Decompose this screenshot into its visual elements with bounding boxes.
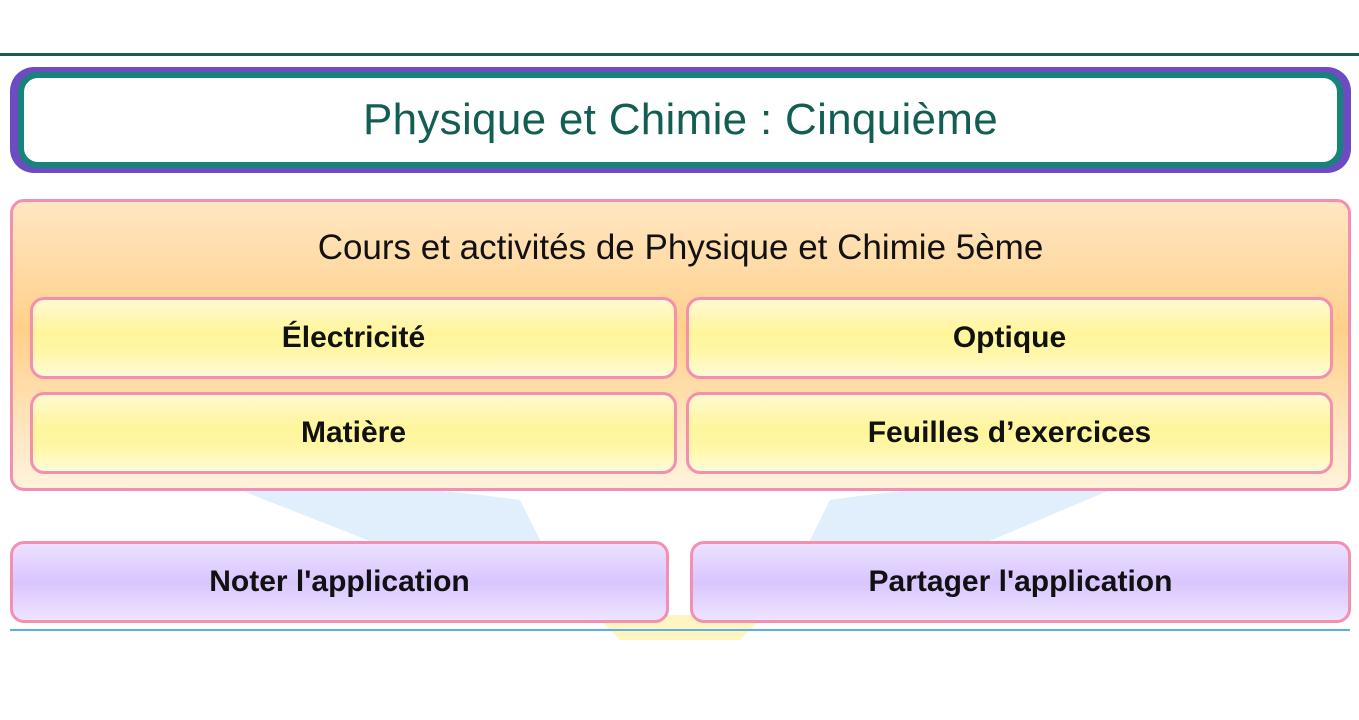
topic-button-matiere[interactable] [30,392,677,474]
top-divider [0,53,1359,56]
topic-button-optique[interactable] [686,297,1333,379]
topic-label: Optique [952,321,1067,354]
title-banner [10,67,1351,173]
page-title: Physique et Chimie : Cinquième [362,95,999,144]
topic-label: Matière [300,416,407,449]
courses-heading: Cours et activités de Physique et Chimie 5ème [317,228,1044,267]
title-banner-inner [18,72,1343,168]
rate-app-button[interactable] [10,541,669,623]
courses-panel [10,199,1351,491]
topic-label: Feuilles d’exercices [867,416,1152,449]
share-app-label: Partager l'application [868,565,1173,598]
bottom-divider [10,629,1350,631]
topic-label: Électricité [281,321,426,354]
topic-button-exercices[interactable] [686,392,1333,474]
share-app-button[interactable] [690,541,1351,623]
rate-app-label: Noter l'application [209,565,470,598]
topic-button-electricite[interactable] [30,297,677,379]
